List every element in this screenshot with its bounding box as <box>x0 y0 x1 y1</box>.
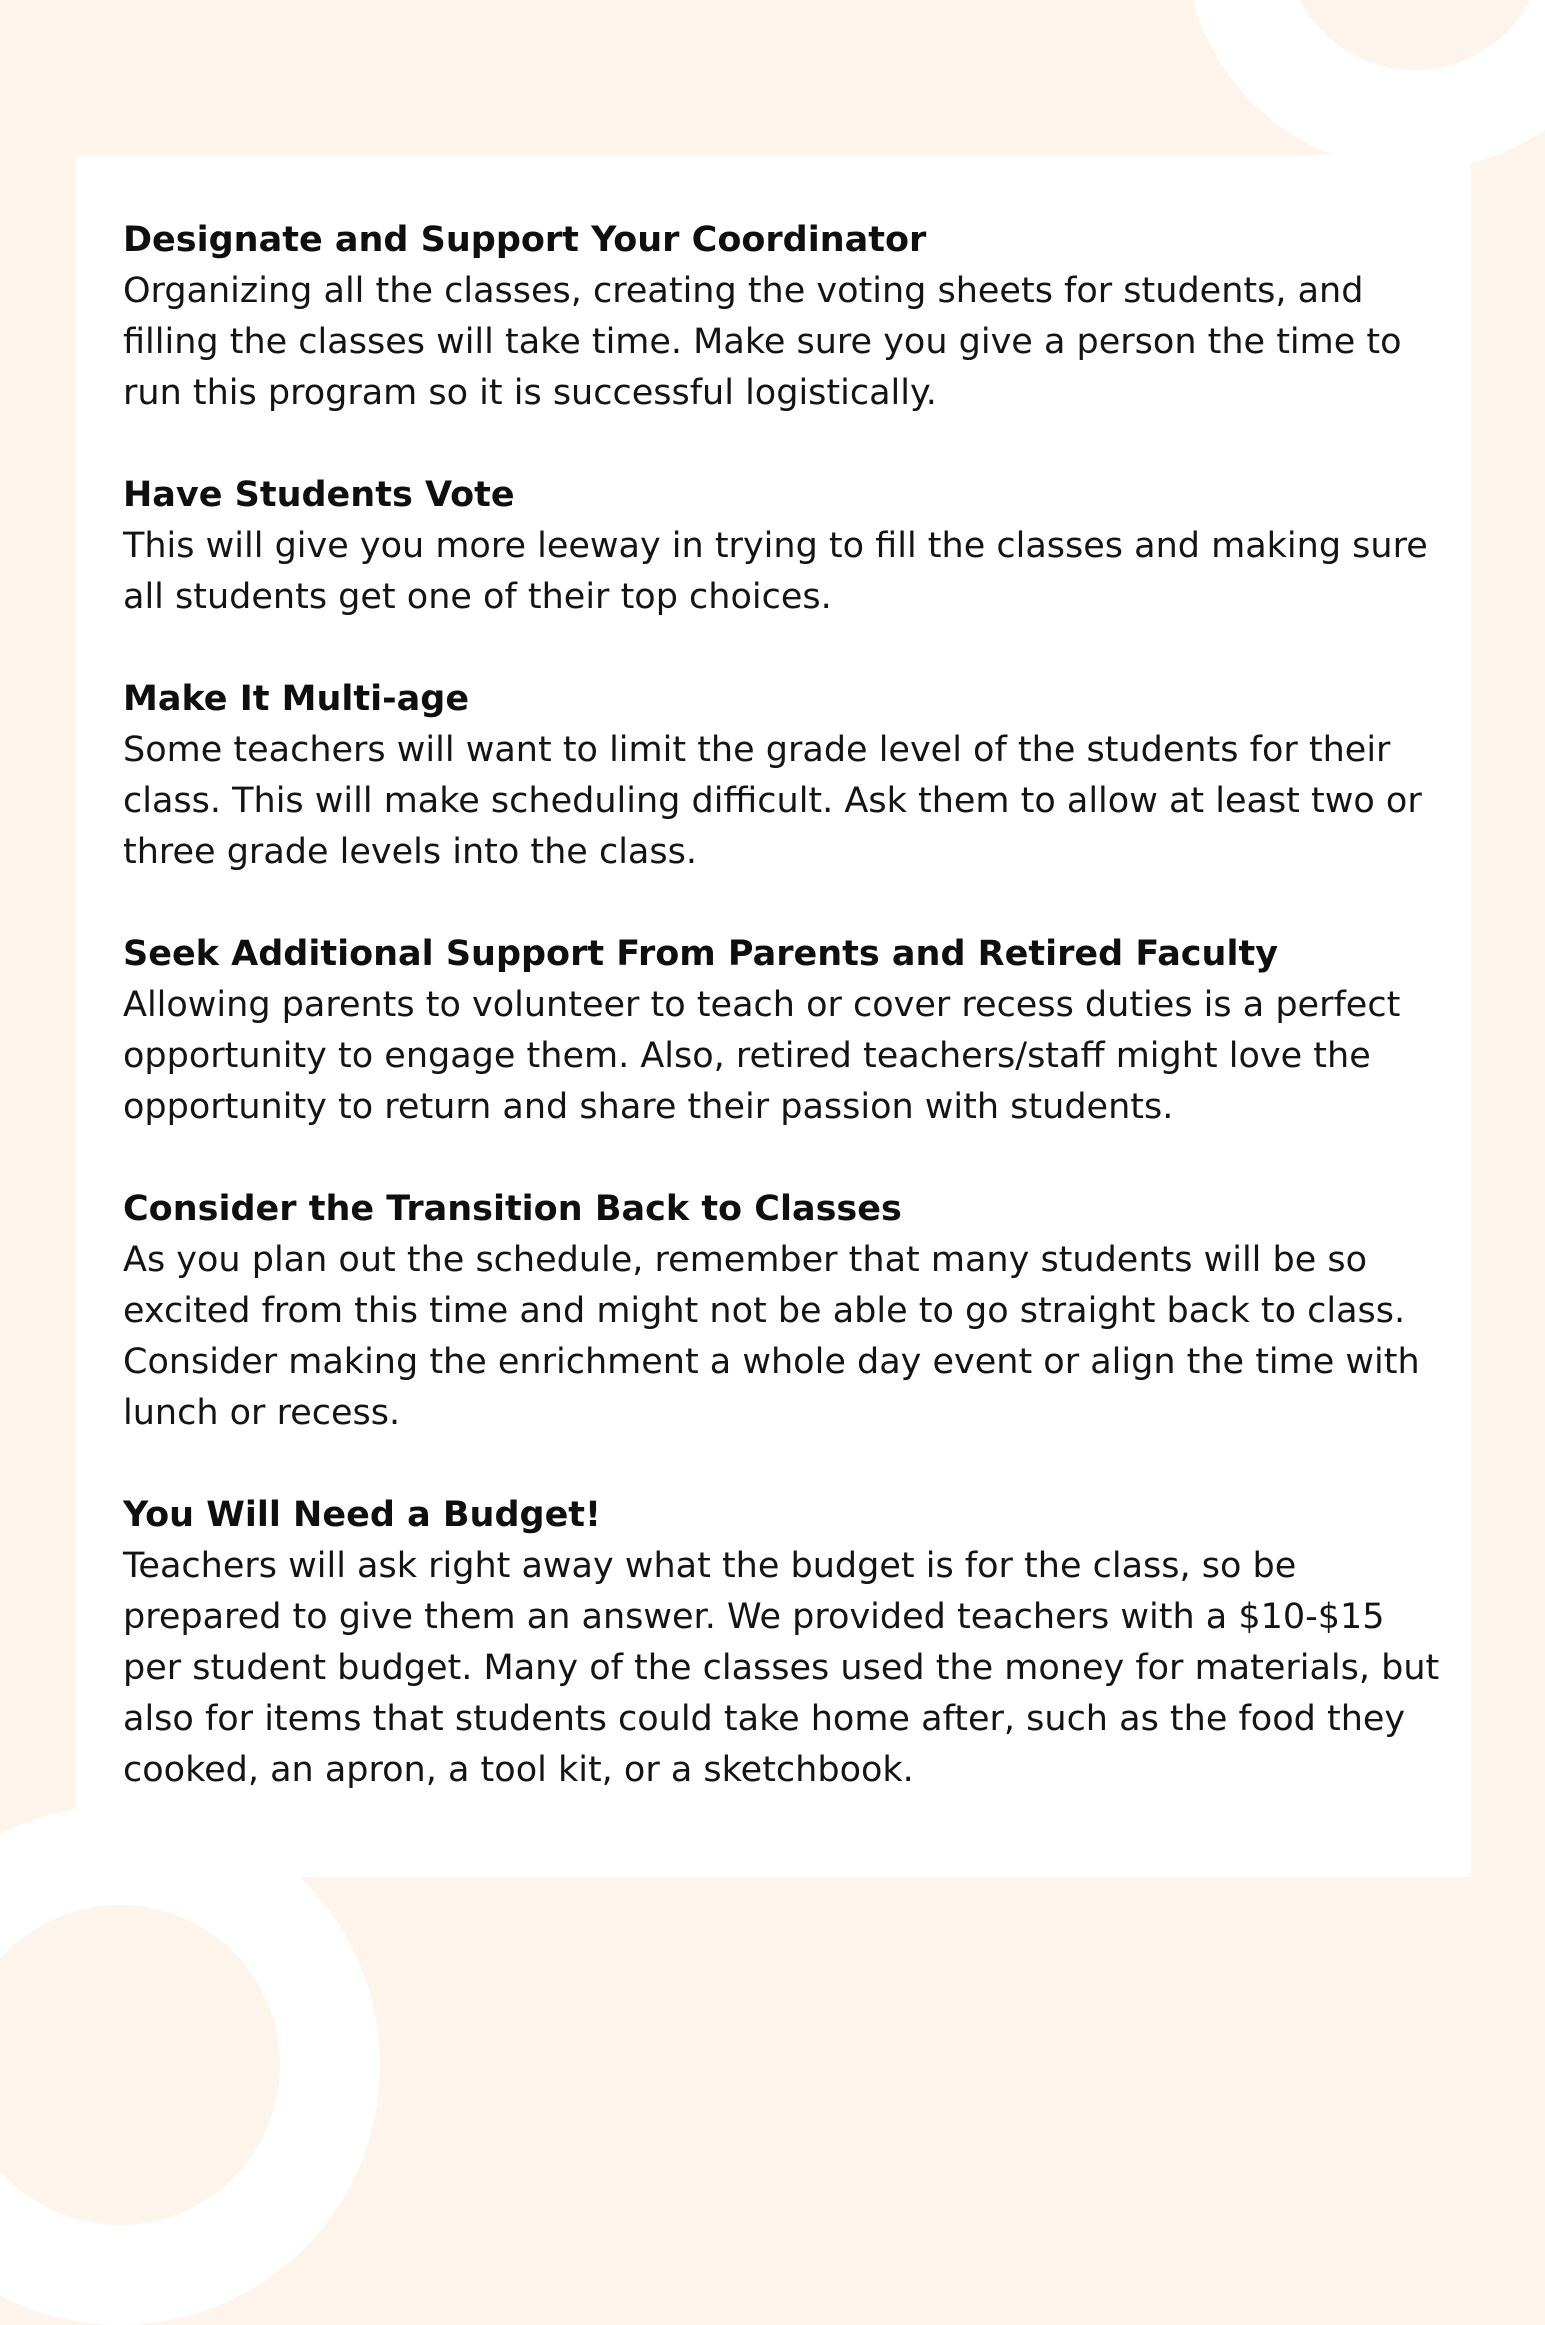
tip-body: Organizing all the classes, creating the voting sheets for students, and filling the classes will take time. Make sure you give a person the time to run this program so it is successful logistically. <box>123 271 1402 413</box>
decorative-ring-top-right <box>1185 0 1545 170</box>
tip-heading: Designate and Support Your Coordinator <box>123 220 927 260</box>
content-card <box>75 155 1471 1877</box>
tip-body: Allowing parents to volunteer to teach or cover recess duties is a perfect opportunity to engage them. Also, retired teachers/staff might love the opportunity to return and share their passion with students. <box>123 985 1401 1127</box>
tip-additional-support <box>123 929 1441 1133</box>
tip-transition <box>123 1184 1441 1439</box>
tip-body: As you plan out the schedule, remember that many students will be so excited from this time and might not be able to go straight back to class. Consider making the enrichment a whole day event or align the time with lunch or recess. <box>123 1240 1420 1433</box>
tip-body: Teachers will ask right away what the budget is for the class, so be prepared to give them an answer. We provided teachers with a $10-$15 per student budget. Many of the classes used the money for materials, but also for items that students could take home after, such as the food they cooked, an apron, a tool kit, or a sketchbook. <box>123 1546 1440 1790</box>
tip-coordinator <box>123 215 1441 419</box>
tip-heading: Seek Additional Support From Parents and Retired Faculty <box>123 934 1279 974</box>
tip-student-vote <box>123 470 1441 623</box>
tip-heading: You Will Need a Budget! <box>123 1495 602 1535</box>
tip-body: Some teachers will want to limit the grade level of the students for their class. This will make scheduling difficult. Ask them to allow at least two or three grade levels into the class. <box>123 730 1422 872</box>
decorative-ring-bottom-left <box>0 1805 380 2325</box>
tip-heading: Make It Multi-age <box>123 679 470 719</box>
tip-budget <box>123 1490 1441 1796</box>
tip-heading: Have Students Vote <box>123 475 515 515</box>
tip-body: This will give you more leeway in trying to fill the classes and making sure all students get one of their top choices. <box>123 526 1428 617</box>
tip-heading: Consider the Transition Back to Classes <box>123 1189 902 1229</box>
tip-multi-age <box>123 674 1441 878</box>
